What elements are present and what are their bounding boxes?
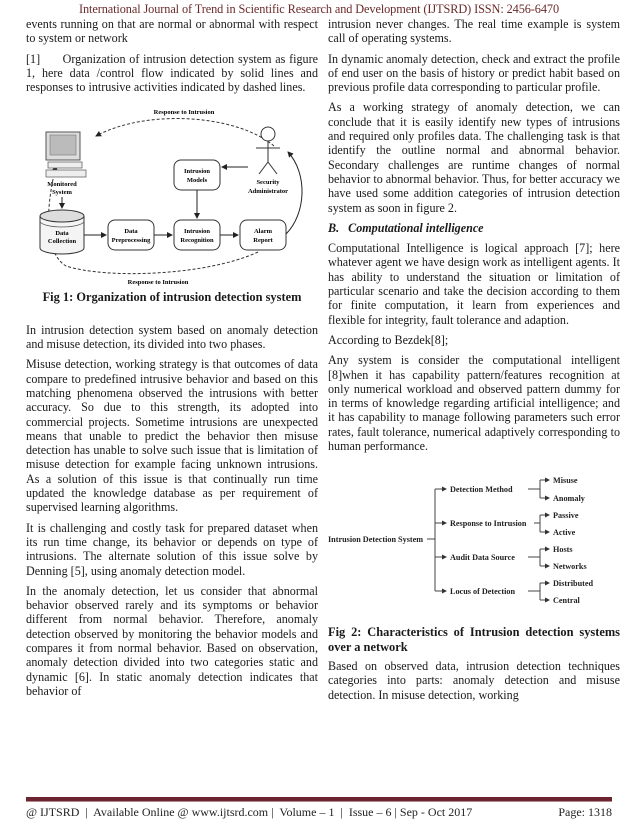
- paragraph: Computational Intelligence is logical approach [7]; here whatever agent we have design work as intelligent agents. It has ability to understand the situation or limitation of particular scenario and take the decision according to them for finite computation, it learn from experiences and flexible for integrity, fault tolerance and adaption.: [328, 241, 620, 327]
- paragraph: In dynamic anomaly detection, check and extract the profile of end user on the basis of history or predict habit based on previous profile data corresponding to particular profile.: [328, 51, 620, 95]
- tree-leaf: Passive: [553, 511, 579, 521]
- tree-branch: Detection Method: [450, 485, 513, 495]
- response-label-bottom: Response to Intrusion: [127, 279, 189, 287]
- right-column: [328, 17, 620, 708]
- tree-root: Intrusion Detection System: [328, 535, 424, 545]
- paragraph: [1] Organization of intrusion detection system as figure 1, here data /control flow indicated by solid lines and responses to intrusive activities indicated by dashed lines.: [26, 51, 322, 95]
- box-label: Recognition: [180, 237, 214, 245]
- section-heading: B. Computational intelligence: [328, 220, 484, 235]
- tree-leaf: Anomaly: [553, 494, 585, 504]
- paragraph: As a working strategy of anomaly detection, we can conclude that it is easily identify new types of intrusions and required only profiles data. The challenging task is that identify the outline normal and abnormal behavior. Secondary challenges are runtime changes of normal behavior to abnormal behavior. Thus, for better accuracy we have used some addition categories of intrusion detection system as soon in figure 2.: [328, 100, 620, 215]
- figure-1-diagram: [26, 104, 318, 288]
- security-admin-label: Security: [256, 179, 280, 187]
- tree-branch: Audit Data Source: [450, 553, 515, 563]
- paragraph: intrusion never changes. The real time example is system call of operating systems.: [328, 17, 620, 46]
- security-administrator-icon: [256, 127, 280, 174]
- paragraph: events running on that are normal or abnormal with respect to system or network: [26, 17, 318, 46]
- data-preprocessing-box: [108, 220, 154, 250]
- box-label: Preprocessing: [111, 237, 151, 245]
- box-label: Intrusion: [183, 168, 211, 176]
- security-admin-label: Administrator: [247, 188, 289, 196]
- data-collection-label: Collection: [47, 238, 77, 246]
- box-label: Models: [186, 177, 208, 185]
- paragraph: Based on observed data, intrusion detection techniques categories into parts: anomaly detection and misuse detection. In misuse detection, working: [328, 658, 620, 702]
- footer-citation: @ IJTSRD | Available Online @ www.ijtsrd.com | Volume – 1 | Issue – 6 | Sep - Oct 2017: [26, 805, 473, 819]
- tree-leaf: Distributed: [553, 579, 594, 589]
- tree-branch: Locus of Detection: [450, 587, 516, 597]
- response-label-top: Response to Intrusion: [153, 109, 215, 117]
- paragraph: Misuse detection, working strategy is that outcomes of data compare to predefined intrusive behavior and based on this matching phenomena observed the intrusions with better accuracy. So due to this strength, its adopted into commercial projects. Sometime intrusions are unexpected means that unable to predict the behavior then misuse detection has unable to solve such issue that is limitation of misuse detection for example facing unknown intrusions. As a solution of this issue is that continually run time updated the knowledge database as per requirement of supervised learning algorithms.: [26, 357, 318, 515]
- journal-header: International Journal of Trend in Scientific Research and Development (IJTSRD) ISSN: 2456-6470: [79, 2, 559, 16]
- monitor-icon: [46, 132, 86, 177]
- box-label: Data: [124, 228, 138, 236]
- paragraph: In intrusion detection system based on anomaly detection and misuse detection, its divided into two phases.: [26, 322, 318, 352]
- paragraph: It is challenging and costly task for prepared dataset when its run time change, its behavior or depends on type of intrusions. The alternate solution of this issue solve by Denning [5], using anomaly detection model.: [26, 520, 318, 578]
- box-label: Intrusion: [183, 228, 211, 236]
- paragraph: According to Bezdek[8];: [328, 332, 449, 347]
- box-label: Report: [253, 237, 273, 245]
- tree-leaf: Active: [553, 528, 576, 538]
- alarm-report-box: [240, 220, 286, 250]
- tree-branch: Response to Intrusion: [450, 519, 527, 529]
- tree-leaf: Networks: [553, 562, 587, 572]
- box-label: Alarm: [253, 228, 273, 236]
- page-footer: [26, 805, 612, 820]
- intrusion-models-box: [174, 160, 220, 190]
- figure-2-caption: Fig 2: Characteristics of Intrusion detection systems over a network: [328, 625, 620, 654]
- figure-2-tree-diagram: [328, 469, 620, 609]
- page-number: Page: 1318: [558, 805, 612, 819]
- intrusion-recognition-box: [174, 220, 220, 250]
- paragraph: In the anomaly detection, let us consider that abnormal behavior observed rarely and its symptoms or behavior different from normal behavior. Therefore, anomaly detection observed by monitoring the behavior models and compares it from normal behavior. Based on observation, anomaly detection divided into two categories static and dynamic [6]. In static anomaly detection indicates that behavior of: [26, 583, 318, 698]
- footer-divider: [26, 797, 612, 801]
- tree-leaf: Hosts: [553, 545, 573, 555]
- monitored-system-label: Monitored: [47, 181, 77, 189]
- tree-leaf: Central: [553, 596, 580, 606]
- data-collection-label: Data: [55, 230, 69, 238]
- tree-leaf: Misuse: [553, 476, 578, 486]
- figure-1-caption: Fig 1: Organization of intrusion detection system: [42, 290, 302, 305]
- paragraph: Any system is consider the computational intelligent [8]when it has capability pattern/features recognition at only numerical workload and observed pattern dummy for in terms of knowledge regarding artificial intelligence; and it has capability to manage following parameters such error rates, fault tolerance, numerical adaptively corresponding to human performance.: [328, 353, 620, 454]
- left-column: [26, 17, 322, 704]
- monitored-system-label: System: [52, 189, 72, 197]
